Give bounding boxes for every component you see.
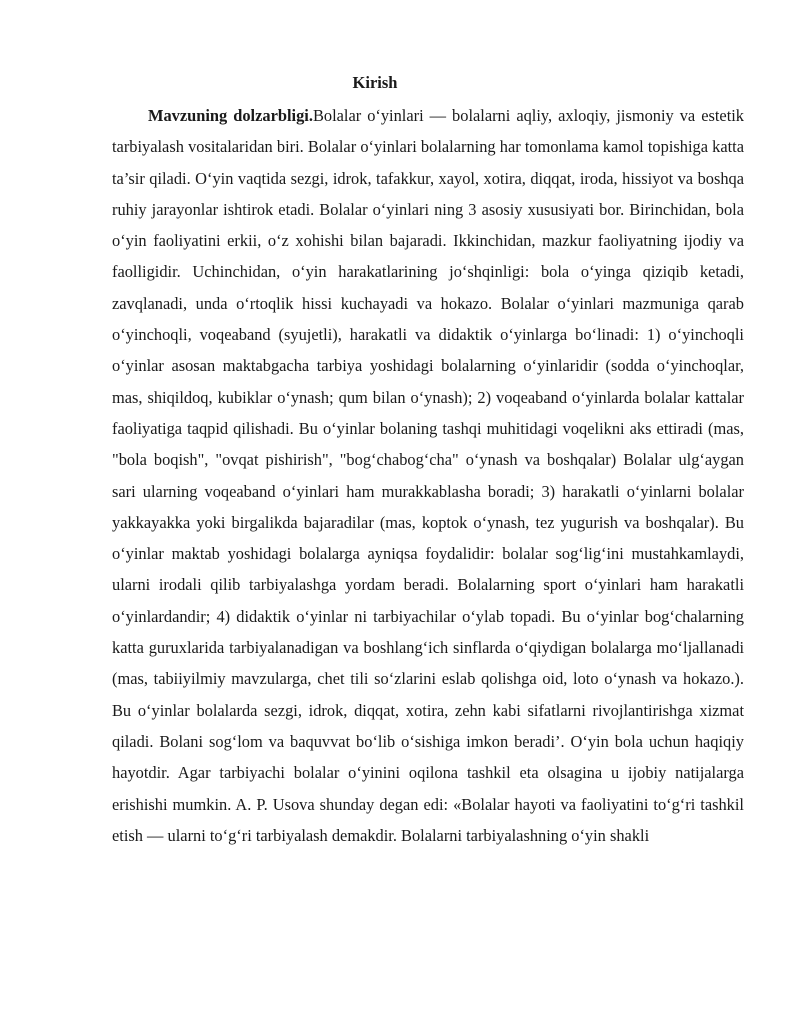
paragraph-lead: Mavzuning dolzarbligi. (148, 106, 313, 125)
body-paragraph (112, 100, 744, 851)
section-heading: Kirish (352, 73, 398, 92)
paragraph-text: Bolalar o‘yinlari — bolalarni aqliy, axloqiy, jismoniy va estetik tarbiyalash vositalaridan biri. Bolalar o‘yinlari bolalarning har tomonlama kamol topishiga katta ta’sir qiladi. O‘yin vaqtida sezgi, idrok, tafakkur, xayol, xotira, diqqat, iroda, hissiyot va boshqa ruhiy jarayonlar ishtirok etadi. Bolalar o‘yinlari ning 3 asosiy xususiyati bor. Birinchidan, bola o‘yin faoliyatini erkii, o‘z xohishi bilan bajaradi. Ikkinchidan, mazkur faoliyatning ijodiy va faolligidir. Uchinchidan, o‘yin harakatlarining jo‘shqinligi: bola o‘yinga qiziqib ketadi, zavqlanadi, unda o‘rtoqlik hissi kuchayadi va hokazo. Bolalar o‘yinlari mazmuniga qarab o‘yinchoqli, voqeaband (syujetli), harakatli va didaktik o‘yinlarga bo‘linadi: 1) o‘yinchoqli o‘yinlar asosan maktabgacha tarbiya yoshidagi bolalarning o‘yinlaridir (sodda o‘yinchoqlar, mas, shiqildoq, kubiklar o‘ynash; qum bilan o‘ynash); 2) voqeaband o‘yinlarda bolalar kattalar faoliyatiga taqpid qilishadi. Bu o‘yinlar bolaning tashqi muhitidagi voqelikni aks ettiradi (mas, "bola boqish", "ovqat pishirish", "bog‘chabog‘cha" o‘ynash va boshqalar) Bolalar ulg‘aygan sari ularning voqeaband o‘yinlari ham murakkablasha boradi; 3) harakatli o‘yinlarni bolalar yakkayakka yoki birgalikda bajaradilar (mas, koptok o‘ynash, tez yugurish va boshqalar). Bu o‘yinlar maktab yoshidagi bolalarga ayniqsa foydalidir: bolalar sog‘lig‘ini mustahkamlaydi, ularni irodali qilib tarbiyalashga yordam beradi. Bolalarning sport o‘yinlari ham harakatli o‘yinlardandir; 4) didaktik o‘yinlar ni tarbiyachilar o‘ylab topadi. Bu o‘yinlar bog‘chalarning katta guruxlarida tarbiyalanadigan va boshlang‘ich sinflarda o‘qiydigan bolalarga mo‘ljallanadi (mas, tabiiyilmiy mavzularga, chet tili so‘zlarini eslab qolishga oid, loto o‘ynash va hokazo.). Bu o‘yinlar bolalarda sezgi, idrok, diqqat, xotira, zehn kabi sifatlarni rivojlantirishga xizmat qiladi. Bolani sog‘lom va baquvvat bo‘lib o‘sishiga imkon beradi’. O‘yin bola uchun haqiqiy hayotdir. Agar tarbiyachi bolalar o‘yinini oqilona tashkil eta olsagina u ijobiy natijalarga erishishi mumkin. A. P. Usova shunday degan edi: «Bolalar hayoti va faoliyatini to‘g‘ri tashkil etish — ularni to‘g‘ri tarbiyalash demakdir. Bolalarni tarbiyalashning o‘yin shakli (112, 106, 745, 845)
